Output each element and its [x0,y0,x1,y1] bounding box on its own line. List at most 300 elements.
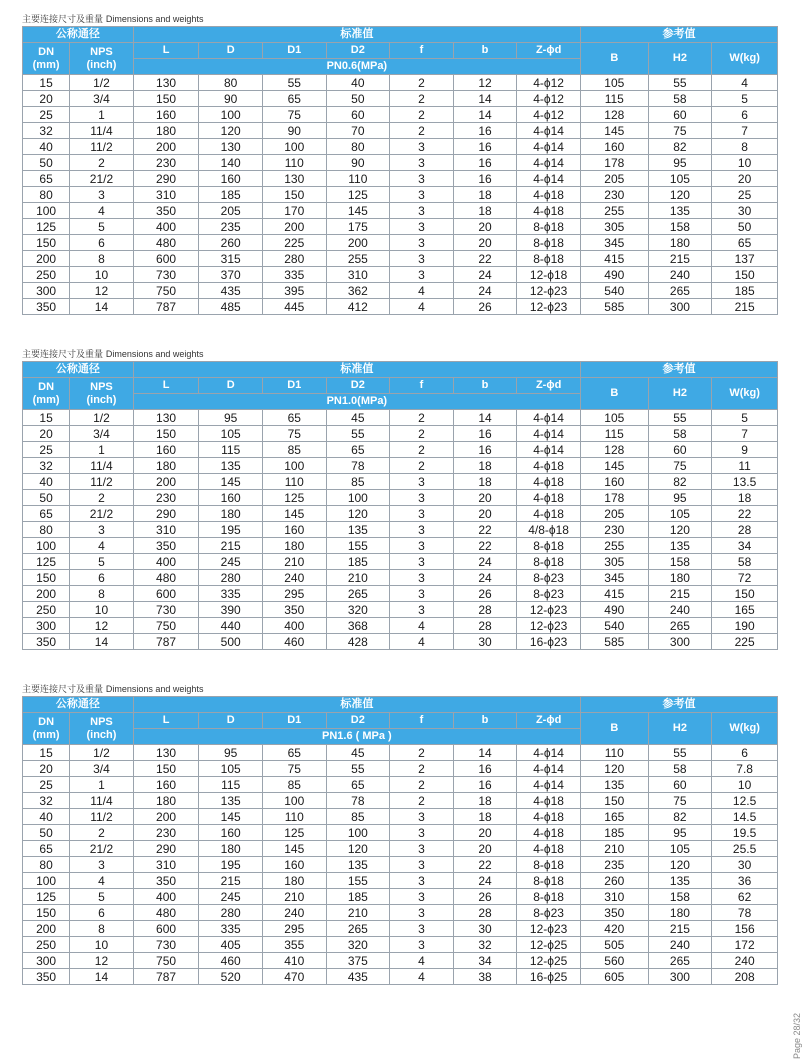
table-cell: 730 [133,937,199,953]
table-cell: 50 [712,219,778,235]
table-cell: 3 [390,937,454,953]
table-cell: 26 [453,586,517,602]
table-cell: 120 [326,841,390,857]
section-caption [22,683,778,696]
table-cell: 28 [453,618,517,634]
table-cell: 3 [390,490,454,506]
table-cell: 18 [453,203,517,219]
header-h2: H2 [648,43,712,75]
table-cell: 205 [199,203,263,219]
table-cell: 62 [712,889,778,905]
table-cell: 155 [326,873,390,889]
table-cell: 205 [580,506,648,522]
table-cell: 180 [133,458,199,474]
table-cell: 8-ϕ18 [517,873,581,889]
table-cell: 110 [580,745,648,761]
table-cell: 105 [199,761,263,777]
table-cell: 158 [648,889,712,905]
header-dn-label: DN [38,715,55,728]
table-cell: 195 [199,522,263,538]
table-row [23,761,778,777]
table-cell: 335 [262,267,326,283]
table-cell: 730 [133,267,199,283]
table-cell: 3 [390,155,454,171]
table-cell: 115 [199,777,263,793]
table-cell: 310 [133,857,199,873]
table-cell: 180 [133,793,199,809]
header-dn-unit: (mm) [32,58,60,71]
table-cell: 145 [326,203,390,219]
table-cell: 105 [648,841,712,857]
table-cell: 12-ϕ23 [517,921,581,937]
table-cell: 145 [262,506,326,522]
table-cell: 2 [70,490,134,506]
table-cell: 2 [390,75,454,91]
table-cell: 300 [23,953,70,969]
table-row [23,458,778,474]
table-cell: 21/2 [70,841,134,857]
table-cell: 130 [133,75,199,91]
table-cell: 16 [453,155,517,171]
table-cell: 605 [580,969,648,985]
table-cell: 128 [580,442,648,458]
table-cell: 4 [70,203,134,219]
table-cell: 3 [390,474,454,490]
table-cell: 4 [70,873,134,889]
table-cell: 250 [23,267,70,283]
table-cell: 368 [326,618,390,634]
table-cell: 600 [133,586,199,602]
table-row [23,123,778,139]
table-cell: 230 [133,155,199,171]
table-cell: 16 [453,139,517,155]
table-cell: 50 [23,490,70,506]
table-cell: 520 [199,969,263,985]
table-cell: 1/2 [70,410,134,426]
table-cell: 20 [453,219,517,235]
table-cell: 7.8 [712,761,778,777]
table-cell: 215 [648,921,712,937]
table-cell: 105 [648,171,712,187]
table-cell: 20 [23,91,70,107]
table-cell: 10 [712,155,778,171]
table-cell: 20 [453,841,517,857]
table-cell: 55 [648,410,712,426]
table-cell: 4-ϕ18 [517,793,581,809]
table-cell: 58 [648,426,712,442]
table-cell: 750 [133,618,199,634]
table-row [23,905,778,921]
table-row [23,139,778,155]
table-cell: 28 [712,522,778,538]
table-cell: 255 [580,203,648,219]
table-cell: 115 [199,442,263,458]
table-cell: 100 [326,825,390,841]
table-cell: 11/2 [70,474,134,490]
table-cell: 190 [712,618,778,634]
table-cell: 40 [326,75,390,91]
table-cell: 100 [23,538,70,554]
table-cell: 55 [648,745,712,761]
header-column-row [23,43,778,59]
table-cell: 150 [23,235,70,251]
table-cell: 350 [133,203,199,219]
header-d2: D2 [326,378,390,394]
table-cell: 160 [199,171,263,187]
table-cell: 300 [648,634,712,650]
table-cell: 105 [199,426,263,442]
table-cell: 4-ϕ14 [517,426,581,442]
table-cell: 11/4 [70,793,134,809]
table-row [23,251,778,267]
header-nominal: 公称通径 [23,27,134,43]
table-cell: 95 [648,825,712,841]
table-cell: 20 [712,171,778,187]
table-cell: 540 [580,618,648,634]
pressure-rating: PN1.6 ( MPa ) [133,729,580,745]
table-cell: 400 [133,889,199,905]
table-cell: 150 [23,905,70,921]
table-cell: 11/4 [70,123,134,139]
table-cell: 4-ϕ18 [517,825,581,841]
table-cell: 110 [262,155,326,171]
table-cell: 85 [262,777,326,793]
table-row [23,426,778,442]
table-cell: 82 [648,474,712,490]
table-cell: 16 [453,777,517,793]
table-cell: 110 [262,809,326,825]
table-cell: 230 [133,825,199,841]
table-cell: 4 [390,634,454,650]
header-dn-label: DN [38,45,55,58]
table-cell: 130 [133,745,199,761]
table-cell: 58 [712,554,778,570]
table-cell: 170 [262,203,326,219]
table-cell: 3 [70,857,134,873]
table-cell: 82 [648,139,712,155]
table-cell: 24 [453,554,517,570]
table-cell: 350 [580,905,648,921]
table-cell: 8 [70,921,134,937]
table-cell: 290 [133,506,199,522]
table-cell: 3 [390,570,454,586]
table-cell: 90 [326,155,390,171]
table-cell: 265 [326,921,390,937]
table-cell: 32 [23,123,70,139]
table-cell: 14 [453,107,517,123]
table-cell: 160 [133,107,199,123]
table-row [23,187,778,203]
table-cell: 137 [712,251,778,267]
table-cell: 100 [23,873,70,889]
dimensions-table [22,696,778,985]
header-f: f [390,43,454,59]
table-cell: 200 [326,235,390,251]
table-cell: 480 [133,905,199,921]
section-caption [22,348,778,361]
table-cell: 320 [326,937,390,953]
table-cell: 4-ϕ18 [517,474,581,490]
table-cell: 160 [262,857,326,873]
table-row [23,203,778,219]
table-cell: 300 [23,283,70,299]
table-cell: 8-ϕ23 [517,586,581,602]
table-cell: 8 [70,251,134,267]
table-cell: 560 [580,953,648,969]
table-row [23,793,778,809]
table-cell: 65 [262,91,326,107]
table-cell: 750 [133,953,199,969]
table-cell: 10 [70,602,134,618]
table-cell: 300 [648,299,712,315]
table-cell: 22 [712,506,778,522]
table-cell: 3 [390,921,454,937]
table-cell: 36 [712,873,778,889]
table-cell: 72 [712,570,778,586]
table-cell: 410 [262,953,326,969]
table-cell: 290 [133,841,199,857]
table-cell: 4-ϕ12 [517,107,581,123]
table-cell: 22 [453,857,517,873]
header-d: D [199,43,263,59]
table-cell: 260 [199,235,263,251]
table-cell: 12-ϕ23 [517,299,581,315]
table-cell: 215 [648,586,712,602]
table-cell: 10 [70,267,134,283]
table-cell: 600 [133,251,199,267]
table-cell: 135 [326,522,390,538]
table-cell: 4 [390,618,454,634]
table-cell: 200 [262,219,326,235]
header-d2: D2 [326,713,390,729]
table-cell: 105 [580,75,648,91]
table-cell: 265 [326,586,390,602]
pressure-rating: PN1.0(MPa) [133,394,580,410]
table-cell: 125 [23,889,70,905]
table-cell: 65 [712,235,778,251]
table-cell: 7 [712,426,778,442]
table-cell: 350 [23,634,70,650]
table-row [23,554,778,570]
table-cell: 18 [453,474,517,490]
table-cell: 300 [648,969,712,985]
table-cell: 30 [712,203,778,219]
table-cell: 4-ϕ18 [517,841,581,857]
table-cell: 6 [70,905,134,921]
table-cell: 150 [133,426,199,442]
header-nps-label: NPS [90,45,113,58]
table-cell: 500 [199,634,263,650]
table-cell: 435 [199,283,263,299]
table-cell: 150 [712,267,778,283]
table-cell: 2 [390,107,454,123]
caption-cn: 主要连接尺寸及重量 [22,350,104,360]
table-cell: 150 [712,586,778,602]
table-cell: 290 [133,171,199,187]
table-cell: 2 [390,761,454,777]
table-cell: 3 [390,873,454,889]
table-cell: 180 [648,905,712,921]
table-cell: 240 [648,267,712,283]
table-cell: 172 [712,937,778,953]
header-d2: D2 [326,43,390,59]
table-cell: 45 [326,410,390,426]
table-cell: 2 [390,426,454,442]
table-cell: 125 [23,554,70,570]
header-reference: 参考值 [580,27,777,43]
table-cell: 178 [580,490,648,506]
header-weight: W(kg) [712,43,778,75]
table-cell: 45 [326,745,390,761]
table-cell: 13.5 [712,474,778,490]
table-cell: 100 [23,203,70,219]
table-cell: 178 [580,155,648,171]
table-cell: 4 [70,538,134,554]
table-cell: 2 [390,458,454,474]
table-cell: 240 [262,570,326,586]
table-cell: 540 [580,283,648,299]
table-cell: 3 [390,139,454,155]
table-row [23,538,778,554]
table-cell: 1 [70,777,134,793]
table-cell: 350 [133,538,199,554]
table-cell: 65 [262,745,326,761]
table-cell: 235 [580,857,648,873]
header-z-d: Z-ϕd [517,43,581,59]
table-cell: 345 [580,235,648,251]
table-cell: 3 [390,602,454,618]
table-cell: 65 [23,506,70,522]
header-b-ref: B [580,713,648,745]
table-cell: 4-ϕ18 [517,490,581,506]
table-cell: 7 [712,123,778,139]
table-cell: 3 [390,506,454,522]
table-cell: 158 [648,219,712,235]
table-cell: 350 [23,969,70,985]
table-cell: 265 [648,953,712,969]
header-dn [23,43,70,75]
table-cell: 480 [133,235,199,251]
header-standard: 标准值 [133,27,580,43]
table-cell: 26 [453,299,517,315]
table-cell: 120 [580,761,648,777]
table-cell: 4-ϕ14 [517,171,581,187]
table-row [23,522,778,538]
table-cell: 787 [133,969,199,985]
table-cell: 40 [23,474,70,490]
header-d1: D1 [262,43,326,59]
table-cell: 120 [648,187,712,203]
table-row [23,107,778,123]
table-cell: 420 [580,921,648,937]
table-cell: 50 [23,825,70,841]
table-cell: 295 [262,921,326,937]
table-cell: 145 [580,458,648,474]
table-cell: 200 [133,474,199,490]
table-cell: 20 [453,825,517,841]
table-row [23,586,778,602]
header-nominal: 公称通径 [23,362,134,378]
table-cell: 440 [199,618,263,634]
table-cell: 160 [133,777,199,793]
table-cell: 12-ϕ25 [517,953,581,969]
table-cell: 400 [133,219,199,235]
table-cell: 460 [199,953,263,969]
table-cell: 78 [326,458,390,474]
table-cell: 14 [70,969,134,985]
table-cell: 4-ϕ14 [517,123,581,139]
header-reference: 参考值 [580,697,777,713]
header-reference: 参考值 [580,362,777,378]
table-cell: 18 [712,490,778,506]
table-row [23,91,778,107]
table-cell: 50 [23,155,70,171]
table-cell: 14 [70,634,134,650]
table-cell: 400 [262,618,326,634]
table-cell: 12.5 [712,793,778,809]
table-cell: 82 [648,809,712,825]
table-cell: 55 [648,75,712,91]
table-cell: 280 [199,905,263,921]
table-cell: 435 [326,969,390,985]
table-cell: 4-ϕ14 [517,761,581,777]
table-cell: 8-ϕ18 [517,538,581,554]
table-cell: 115 [580,426,648,442]
table-cell: 2 [70,825,134,841]
table-cell: 150 [23,570,70,586]
header-weight: W(kg) [712,378,778,410]
table-cell: 125 [326,187,390,203]
table-cell: 5 [70,219,134,235]
table-cell: 460 [262,634,326,650]
table-cell: 245 [199,889,263,905]
table-cell: 34 [712,538,778,554]
table-cell: 21/2 [70,506,134,522]
table-cell: 260 [580,873,648,889]
table-cell: 65 [262,410,326,426]
table-cell: 34 [453,953,517,969]
table-cell: 15 [23,745,70,761]
table-cell: 4-ϕ14 [517,442,581,458]
table-cell: 180 [199,841,263,857]
table-cell: 185 [199,187,263,203]
header-d1: D1 [262,713,326,729]
table-cell: 140 [199,155,263,171]
table-cell: 205 [580,171,648,187]
table-cell: 40 [23,139,70,155]
table-cell: 3 [390,267,454,283]
table-cell: 3/4 [70,761,134,777]
table-cell: 155 [326,538,390,554]
table-cell: 5 [712,410,778,426]
table-cell: 2 [390,777,454,793]
table-cell: 405 [199,937,263,953]
table-cell: 18 [453,809,517,825]
header-h2: H2 [648,378,712,410]
table-row [23,873,778,889]
table-cell: 110 [326,171,390,187]
table-cell: 125 [262,490,326,506]
table-cell: 3 [390,586,454,602]
table-cell: 30 [712,857,778,873]
table-cell: 185 [326,554,390,570]
table-cell: 4-ϕ18 [517,203,581,219]
table-cell: 85 [262,442,326,458]
table-cell: 4-ϕ18 [517,809,581,825]
table-cell: 4-ϕ14 [517,155,581,171]
table-cell: 12-ϕ18 [517,267,581,283]
table-cell: 60 [648,442,712,458]
